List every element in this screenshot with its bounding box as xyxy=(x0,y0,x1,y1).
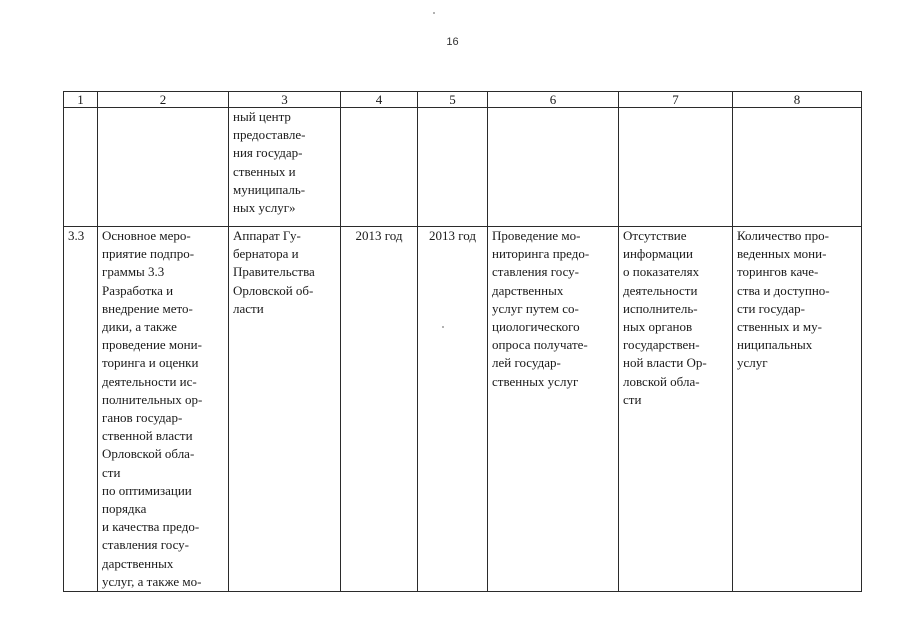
empty-cell xyxy=(619,108,733,227)
empty-cell xyxy=(64,108,98,227)
table-row-3-3 xyxy=(64,227,862,592)
start-year-cell: 2013 год xyxy=(341,227,418,592)
executor-cell: Аппарат Гу- бернатора и Правительства Орловской об- ласти xyxy=(229,227,341,592)
column-number-7: 7 xyxy=(619,92,733,108)
scan-speck xyxy=(433,12,435,14)
column-number-2: 2 xyxy=(98,92,229,108)
empty-cell xyxy=(733,108,862,227)
column-number-5: 5 xyxy=(418,92,488,108)
event-name-cell: Основное меро- приятие подпро- граммы 3.3 Разработка и внедрение мето- дики, а также проведение мони- торинга и оценки деятельности ис- полнительных ор- ганов государ- ственной власти Орловской обла- сти по оптимизации порядка и качества предо- ставления госу- дарственных услуг, а также мо- xyxy=(98,227,229,592)
column-number-3: 3 xyxy=(229,92,341,108)
end-year-cell: 2013 год xyxy=(418,227,488,592)
column-number-6: 6 xyxy=(488,92,619,108)
empty-cell xyxy=(98,108,229,227)
non-implementation-consequences-cell: Отсутствие информации о показателях деятельности исполнитель- ных органов государствен- ной власти Ор- ловской обла- сти xyxy=(619,227,733,592)
expected-result-cell: Проведение мо- ниторинга предо- ставления госу- дарственных услуг путем со- циологического опроса получате- лей государ- ственных услуг xyxy=(488,227,619,592)
table-row-continuation xyxy=(64,108,862,227)
column-number-1: 1 xyxy=(64,92,98,108)
empty-cell xyxy=(488,108,619,227)
table-header-row xyxy=(64,92,862,108)
row-number-cell: 3.3 xyxy=(64,227,98,592)
executor-continuation-cell: ный центр предоставле- ния государ- ственных и муниципаль- ных услуг» xyxy=(229,108,341,227)
empty-cell xyxy=(341,108,418,227)
empty-cell xyxy=(418,108,488,227)
column-number-4: 4 xyxy=(341,92,418,108)
page-number: 16 xyxy=(446,36,459,48)
indicator-link-cell: Количество про- веденных мони- торингов каче- ства и доступно- сти государ- ственных и му- ниципальных услуг xyxy=(733,227,862,592)
measures-table xyxy=(63,91,862,592)
column-number-8: 8 xyxy=(733,92,862,108)
